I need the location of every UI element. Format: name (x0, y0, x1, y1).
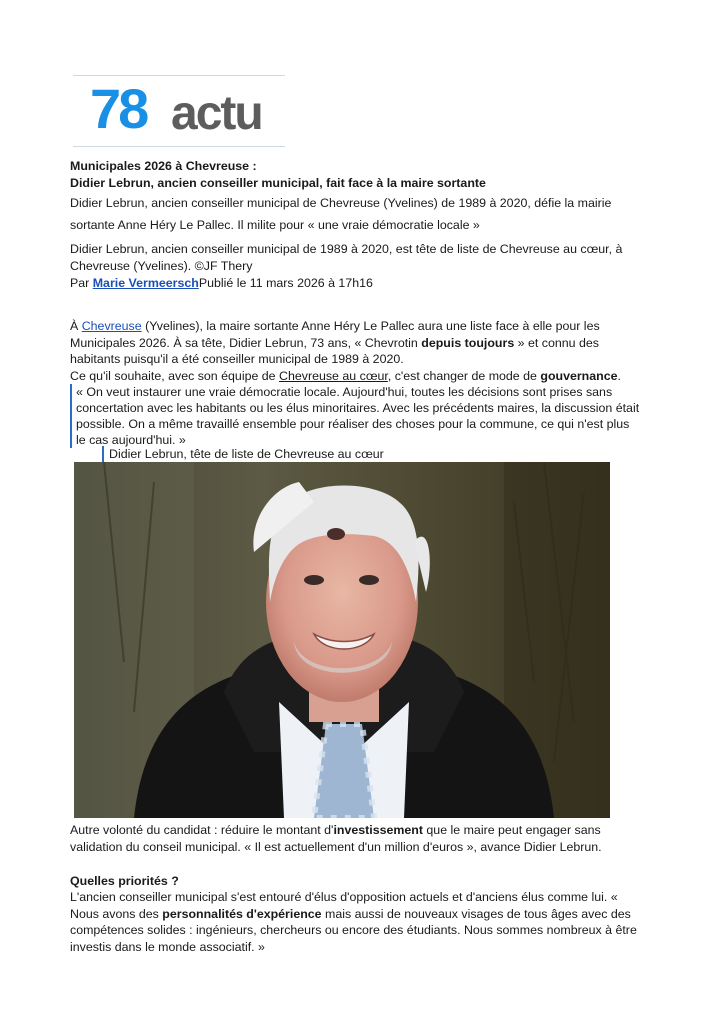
lead (70, 192, 656, 236)
quote-line-4: le cas aujourd'hui. » (76, 433, 186, 447)
byline (70, 275, 656, 292)
published-date: Publié le 11 mars 2026 à 17h16 (198, 276, 373, 290)
paragraph-1 (70, 318, 656, 368)
headline-line-1: Municipales 2026 à Chevreuse : (70, 159, 257, 173)
blockquote (70, 384, 662, 448)
lead-line-2: sortante Anne Héry Le Pallec. Il milite pour « une vraie démocratie locale » (70, 218, 480, 232)
paragraph-2 (70, 368, 656, 385)
p1-line-2-end: » et connu des (514, 335, 599, 350)
p1-line-2: Municipales 2026. À sa tête, Didier Lebrun, 73 ans, « Chevrotin (70, 335, 422, 350)
logo-number: 78 (90, 77, 147, 140)
p2-end: . (617, 369, 621, 383)
quote-caption: Didier Lebrun, tête de liste de Chevreuse au cœur (102, 446, 384, 462)
author-link[interactable]: Marie Vermeersch (92, 276, 199, 290)
byline-par: Par (70, 276, 93, 290)
quote-line-1: « On veut instaurer une vraie démocratie locale. Aujourd'hui, toutes les décisions sont prises sans (76, 385, 613, 399)
quote-line-3: possible. On a même travaillé ensemble pour réaliser des choses pour la commune, ce qui n'est plus (76, 417, 630, 431)
p1-line-3: habitants puisqu'il a été conseiller municipal de 1989 à 2020. (70, 352, 404, 366)
p4-line-2-end: mais aussi de nouveaux visages de tous âges avec des (321, 906, 631, 921)
p4-line-3: compétences solides : ingénieurs, chercheurs ou encore des étudiants. Nous sommes nombreux à être (70, 923, 637, 937)
quote-line-2: concertation avec les habitants ou les élus minoritaires. Avec les précédents maires, la discussion était (76, 401, 640, 415)
headline (70, 158, 656, 191)
p3-text-1: Autre volonté du candidat : réduire le montant d' (70, 823, 334, 837)
p3-text-2: que le maire peut engager sans (422, 823, 601, 837)
p1-text-1: (Yvelines), la maire sortante Anne Héry Le Pallec aura une liste face à elle pour les (141, 319, 600, 333)
site-logo[interactable] (73, 75, 285, 147)
p1-bold: depuis toujours (421, 335, 515, 350)
p4-line-1: L'ancien conseiller municipal s'est entouré d'élus d'opposition actuels et d'anciens élus comme lui. « (70, 890, 618, 904)
section-title: Quelles priorités ? (70, 874, 179, 888)
portrait-image (74, 462, 610, 818)
p4-line-2-start: Nous avons des (70, 906, 163, 921)
candidate-photo (74, 462, 610, 818)
p2-bold: gouvernance (540, 369, 618, 383)
headline-line-2: Didier Lebrun, ancien conseiller municipal, fait face à la maire sortante (70, 175, 486, 190)
logo-top-rule (73, 75, 285, 76)
logo-bottom-rule (73, 146, 285, 147)
paragraph-4 (70, 889, 656, 955)
photo-credit-line-2: Chevreuse (Yvelines). ©JF Thery (70, 258, 253, 273)
chevreuse-link[interactable]: Chevreuse (81, 319, 142, 333)
p4-bold: personnalités d'expérience (162, 906, 322, 921)
p4-line-4: investis dans le monde associatif. » (70, 939, 265, 954)
lead-line-1: Didier Lebrun, ancien conseiller municipal de Chevreuse (Yvelines) de 1989 à 2020, défie la mairie (70, 196, 612, 210)
photo-credit (70, 241, 656, 274)
p2-text-2: , c'est changer de mode de (387, 369, 541, 383)
p2-text-1: Ce qu'il souhaite, avec son équipe de (70, 369, 280, 383)
paragraph-3 (70, 822, 656, 855)
list-name-link[interactable]: Chevreuse au cœur (279, 369, 388, 383)
p1-prefix: À (70, 319, 82, 333)
photo-credit-line-1: Didier Lebrun, ancien conseiller municipal de 1989 à 2020, est tête de liste de Chevreuse au cœur, à (70, 242, 623, 256)
p3-line-2: validation du conseil municipal. « Il est actuellement d'un million d'euros », avance Didier Lebrun. (70, 839, 602, 854)
p3-bold: investissement (333, 823, 423, 837)
logo-word: actu (171, 87, 262, 140)
